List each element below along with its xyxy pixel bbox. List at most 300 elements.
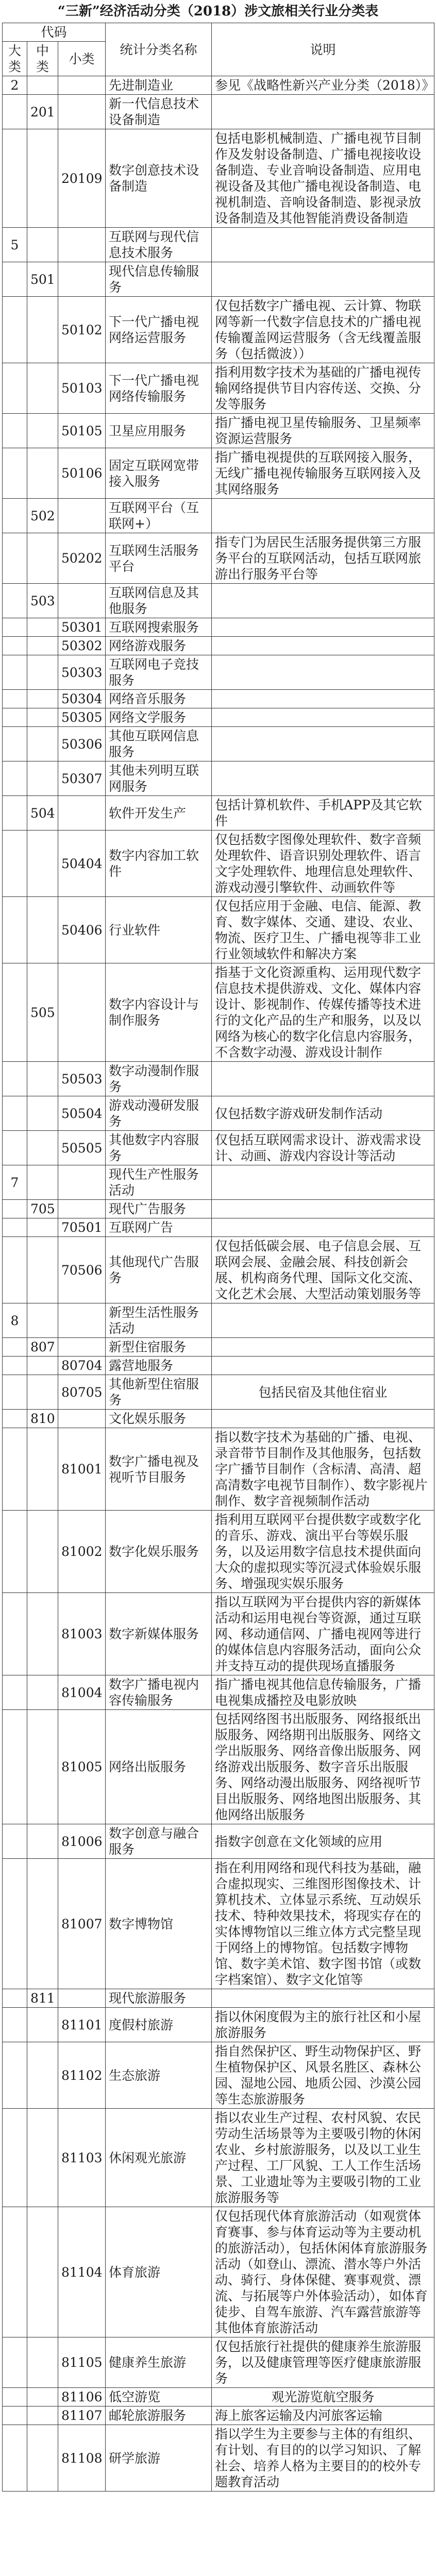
table-row: [3, 727, 434, 761]
description-cell: 仅包括数字游戏研发制作活动: [212, 1096, 434, 1131]
code-big-cell: [3, 897, 27, 963]
code-mid-cell: [27, 1675, 58, 1710]
code-big-cell: 8: [3, 1303, 27, 1338]
category-name-cell: 数字博物馆: [106, 1859, 212, 1989]
code-mid-cell: 501: [27, 262, 58, 297]
category-name-cell: 互联网信息及其他服务: [106, 584, 212, 618]
description-cell: 指自然保护区、野生动物保护区、野生植物保护区、风景名胜区、森林公园、湿地公园、地质公园、沙漠公园等生态旅游服务: [212, 2042, 434, 2109]
description-cell: [212, 761, 434, 796]
code-mid-cell: [27, 618, 58, 637]
code-small-cell: 81105: [58, 2337, 106, 2388]
table-row: [3, 1410, 434, 1428]
table-row: [3, 1096, 434, 1131]
code-small-cell: 50304: [58, 690, 106, 708]
table-row: [3, 1511, 434, 1593]
description-cell: 仅包括互联网需求设计、游戏需求设计、动画、游戏内容设计等活动: [212, 1131, 434, 1165]
category-name-cell: 互联网生活服务平台: [106, 533, 212, 584]
code-big-cell: [3, 1859, 27, 1989]
description-cell: [212, 1165, 434, 1200]
code-mid-cell: 201: [27, 95, 58, 129]
code-mid-cell: [27, 708, 58, 727]
table-row: [3, 95, 434, 129]
code-big-cell: [3, 1989, 27, 2008]
code-small-cell: 50306: [58, 727, 106, 761]
table-row: [3, 2207, 434, 2337]
category-name-cell: 卫星应用服务: [106, 414, 212, 448]
code-small-cell: 50102: [58, 297, 106, 363]
description-cell: [212, 499, 434, 533]
category-name-cell: 数字新媒体服务: [106, 1593, 212, 1675]
code-small-cell: 81005: [58, 1710, 106, 1824]
code-big-cell: [3, 690, 27, 708]
category-name-cell: 行业软件: [106, 897, 212, 963]
description-cell: [212, 95, 434, 129]
code-small-cell: [58, 1989, 106, 2008]
category-name-cell: 其他现代广告服务: [106, 1237, 212, 1303]
description-cell: [212, 1200, 434, 1218]
table-body: [3, 76, 434, 2492]
code-small-cell: 50105: [58, 414, 106, 448]
code-big-cell: [3, 655, 27, 690]
table-row: [3, 2425, 434, 2492]
description-cell: [212, 637, 434, 655]
code-small-cell: [58, 95, 106, 129]
code-small-cell: 80704: [58, 1357, 106, 1375]
description-cell: 仅包括低碳会展、电子信息会展、互联网会展、金融会展、科技创新会展、机构商务代理、国际文化交流、文化艺术会展、大型活动策划服务等: [212, 1237, 434, 1303]
table-row: [3, 1062, 434, 1096]
description-cell: 指利用数字技术为基础的广播电视传输网络提供节目内容传送、交换、分发等服务: [212, 363, 434, 414]
category-name-cell: 互联网广告: [106, 1218, 212, 1237]
code-small-cell: 81107: [58, 2406, 106, 2425]
description-cell: 海上旅客运输及内河旅客运输: [212, 2406, 434, 2425]
category-name-cell: 数字广播电视内容传输服务: [106, 1675, 212, 1710]
description-cell: 包括民宿及其他住宿业: [212, 1375, 434, 1410]
description-cell: [212, 1338, 434, 1357]
description-cell: 指广播电视卫星传输服务、卫星频率资源运营服务: [212, 414, 434, 448]
category-name-cell: 固定互联网宽带接入服务: [106, 448, 212, 499]
description-cell: 仅包括现代体育旅游活动（如观赏体育赛事、参与体育运动等为主要动机的旅游活动），包括休闲体育旅游服务活动（如登山、漂流、潜水等户外活动、骑行、身体保健、赛事观赏、漂流、与拓展等户外体验活动），如体育徒步、自驾车旅游、汽车露营旅游等其他体育旅游活动: [212, 2207, 434, 2337]
code-big-cell: [3, 796, 27, 831]
code-small-cell: 50406: [58, 897, 106, 963]
code-big-cell: [3, 363, 27, 414]
code-mid-cell: [27, 414, 58, 448]
category-name-cell: 先进制造业: [106, 76, 212, 95]
code-big-cell: [3, 95, 27, 129]
table-row: [3, 1200, 434, 1218]
code-big-cell: [3, 129, 27, 228]
code-big-cell: [3, 1375, 27, 1410]
table-row: [3, 1218, 434, 1237]
code-mid-cell: [27, 655, 58, 690]
description-cell: [212, 655, 434, 690]
table-row: [3, 1824, 434, 1859]
category-name-cell: 邮轮旅游服务: [106, 2406, 212, 2425]
code-small-cell: [58, 1410, 106, 1428]
header-row-1: [3, 23, 434, 42]
code-small-cell: [58, 1200, 106, 1218]
description-cell: [212, 1218, 434, 1237]
category-name-cell: 软件开发生产: [106, 796, 212, 831]
code-big-cell: [3, 1062, 27, 1096]
code-mid-cell: 502: [27, 499, 58, 533]
table-row: [3, 363, 434, 414]
code-big-cell: [3, 2207, 27, 2337]
code-small-cell: 81102: [58, 2042, 106, 2109]
code-mid-cell: [27, 228, 58, 262]
table-row: [3, 1338, 434, 1357]
table-row: [3, 1859, 434, 1989]
code-big-cell: [3, 297, 27, 363]
category-name-cell: 数字内容加工软件: [106, 831, 212, 897]
table-row: [3, 499, 434, 533]
code-big-cell: 5: [3, 228, 27, 262]
description-cell: [212, 708, 434, 727]
table-row: [3, 2388, 434, 2406]
description-cell: [212, 584, 434, 618]
description-cell: 指专门为居民生活服务提供第三方服务平台的互联网活动，包括互联网旅游出行服务平台等: [212, 533, 434, 584]
table-row: [3, 637, 434, 655]
description-cell: 参见《战略性新兴产业分类（2018）》: [212, 76, 434, 95]
table-row: [3, 761, 434, 796]
code-big-cell: [3, 1710, 27, 1824]
code-big-cell: [3, 584, 27, 618]
category-name-cell: 生态旅游: [106, 2042, 212, 2109]
classification-table: [2, 23, 434, 2492]
code-small-cell: 81106: [58, 2388, 106, 2406]
category-name-cell: 其他数字内容服务: [106, 1131, 212, 1165]
description-cell: [212, 262, 434, 297]
code-mid-cell: [27, 2008, 58, 2042]
code-big-cell: [3, 1675, 27, 1710]
code-big-cell: [3, 1511, 27, 1593]
code-small-cell: 70501: [58, 1218, 106, 1237]
description-cell: [212, 1357, 434, 1375]
code-mid-cell: [27, 533, 58, 584]
header-mid: 中类: [27, 42, 58, 76]
table-row: [3, 76, 434, 95]
table-row: [3, 796, 434, 831]
category-name-cell: 其他新型住宿服务: [106, 1375, 212, 1410]
code-small-cell: 81006: [58, 1824, 106, 1859]
code-mid-cell: [27, 2109, 58, 2207]
category-name-cell: 其他未列明互联网服务: [106, 761, 212, 796]
description-cell: 仅包括数字广播电视、云计算、物联网等新一代数字信息技术的广播电视传输覆盖网运营服务（含无线覆盖服务（包括微波））: [212, 297, 434, 363]
code-small-cell: 81104: [58, 2207, 106, 2337]
category-name-cell: 新型住宿服务: [106, 1338, 212, 1357]
code-big-cell: [3, 1237, 27, 1303]
code-mid-cell: [27, 1375, 58, 1410]
code-big-cell: 7: [3, 1165, 27, 1200]
code-small-cell: 50202: [58, 533, 106, 584]
description-cell: 指广播电视其他信息传输服务，广播电视集成播控及电影放映: [212, 1675, 434, 1710]
description-cell: 指以数字技术为基础的广播、电视、录音带节目制作及其他服务，包括数字广播节目制作（含标清、高清、超高清数字电视节目制作）、数字影视片制作、数字音视频制作活动: [212, 1428, 434, 1511]
code-mid-cell: [27, 2337, 58, 2388]
code-mid-cell: [27, 1593, 58, 1675]
category-name-cell: 休闲观光旅游: [106, 2109, 212, 2207]
code-mid-cell: [27, 2207, 58, 2337]
code-big-cell: [3, 1428, 27, 1511]
code-mid-cell: 811: [27, 1989, 58, 2008]
code-small-cell: 20109: [58, 129, 106, 228]
code-big-cell: [3, 2008, 27, 2042]
code-mid-cell: [27, 1357, 58, 1375]
description-cell: 包括网络图书出版服务、网络报纸出版服务、网络期刊出版服务、网络文学出版服务、网络音像出版服务、网络游戏出版服务、数字音乐出版服务、网络动漫出版服务、网络视听节目出版服务、网络地图出版服务、其他网络出版服务: [212, 1710, 434, 1824]
category-name-cell: 游戏动漫研发服务: [106, 1096, 212, 1131]
code-mid-cell: 807: [27, 1338, 58, 1357]
table-row: [3, 1989, 434, 2008]
code-mid-cell: [27, 1859, 58, 1989]
category-name-cell: 低空游览: [106, 2388, 212, 2406]
code-mid-cell: [27, 2425, 58, 2492]
code-big-cell: [3, 2406, 27, 2425]
code-big-cell: [3, 262, 27, 297]
code-small-cell: [58, 76, 106, 95]
code-big-cell: [3, 637, 27, 655]
code-mid-cell: 504: [27, 796, 58, 831]
table-row: [3, 2042, 434, 2109]
category-name-cell: 现代旅游服务: [106, 1989, 212, 2008]
table-row: [3, 963, 434, 1062]
description-cell: 指基于文化资源重构、运用现代数字信息技术提供游戏、文化、媒体内容设计、影视制作、传媒传播等技术进行的文化产品的生产和服务，以及以网络为核心的数字化信息内容服务，不含数字动漫、游戏设计制作: [212, 963, 434, 1062]
code-small-cell: 50307: [58, 761, 106, 796]
category-name-cell: 网络出版服务: [106, 1710, 212, 1824]
code-big-cell: [3, 1824, 27, 1859]
code-big-cell: [3, 1096, 27, 1131]
category-name-cell: 露营地服务: [106, 1357, 212, 1375]
table-row: [3, 262, 434, 297]
description-cell: [212, 1410, 434, 1428]
header-desc: 说明: [212, 23, 434, 76]
code-mid-cell: 503: [27, 584, 58, 618]
table-row: [3, 1710, 434, 1824]
code-small-cell: 81004: [58, 1675, 106, 1710]
category-name-cell: 互联网平台（互联网+）: [106, 499, 212, 533]
table-row: [3, 1165, 434, 1200]
category-name-cell: 现代信息传输服务: [106, 262, 212, 297]
description-cell: [212, 618, 434, 637]
category-name-cell: 现代生产性服务活动: [106, 1165, 212, 1200]
table-row: [3, 690, 434, 708]
description-cell: 指利用互联网平台提供数字或数字化的音乐、游戏、演出平台等娱乐服务，以及运用数字信息技术提供面向大众的虚拟现实等沉浸式体验娱乐服务、增强现实娱乐服务: [212, 1511, 434, 1593]
code-mid-cell: [27, 1131, 58, 1165]
code-big-cell: [3, 727, 27, 761]
category-name-cell: 数字动漫制作服务: [106, 1062, 212, 1096]
table-row: [3, 129, 434, 228]
code-mid-cell: 705: [27, 1200, 58, 1218]
category-name-cell: 新型生活性服务活动: [106, 1303, 212, 1338]
table-row: [3, 1303, 434, 1338]
code-small-cell: 50302: [58, 637, 106, 655]
category-name-cell: 其他互联网信息服务: [106, 727, 212, 761]
code-small-cell: 50503: [58, 1062, 106, 1096]
table-row: [3, 1593, 434, 1675]
code-big-cell: [3, 2337, 27, 2388]
code-mid-cell: [27, 831, 58, 897]
code-mid-cell: [27, 897, 58, 963]
code-big-cell: [3, 2109, 27, 2207]
code-big-cell: [3, 963, 27, 1062]
code-small-cell: [58, 1165, 106, 1200]
description-cell: [212, 1062, 434, 1096]
code-mid-cell: [27, 1824, 58, 1859]
header-small: 小类: [58, 42, 106, 76]
table-row: [3, 897, 434, 963]
code-big-cell: [3, 448, 27, 499]
code-small-cell: 50301: [58, 618, 106, 637]
category-name-cell: 健康养生旅游: [106, 2337, 212, 2388]
category-name-cell: 文化娱乐服务: [106, 1410, 212, 1428]
table-row: [3, 1131, 434, 1165]
description-cell: [212, 690, 434, 708]
code-small-cell: 50504: [58, 1096, 106, 1131]
code-mid-cell: [27, 637, 58, 655]
description-cell: 观光游览航空服务: [212, 2388, 434, 2406]
table-row: [3, 533, 434, 584]
category-name-cell: 网络音乐服务: [106, 690, 212, 708]
table-row: [3, 2008, 434, 2042]
code-mid-cell: 505: [27, 963, 58, 1062]
code-mid-cell: [27, 448, 58, 499]
category-name-cell: 互联网电子竞技服务: [106, 655, 212, 690]
code-small-cell: 80705: [58, 1375, 106, 1410]
code-small-cell: [58, 499, 106, 533]
code-big-cell: [3, 499, 27, 533]
category-name-cell: 数字内容设计与制作服务: [106, 963, 212, 1062]
table-row: [3, 708, 434, 727]
description-cell: 指以学生为主要参与主体的有组织、有计划、有目的的以学习知识、了解社会、培养人格为主要目的的校外专题教育活动: [212, 2425, 434, 2492]
code-big-cell: [3, 1338, 27, 1357]
category-name-cell: 新一代信息技术设备制造: [106, 95, 212, 129]
code-small-cell: [58, 584, 106, 618]
description-cell: [212, 1303, 434, 1338]
code-big-cell: [3, 414, 27, 448]
code-small-cell: 81007: [58, 1859, 106, 1989]
table-row: [3, 414, 434, 448]
table-row: [3, 1237, 434, 1303]
code-mid-cell: [27, 1062, 58, 1096]
code-small-cell: 50103: [58, 363, 106, 414]
code-small-cell: 50303: [58, 655, 106, 690]
category-name-cell: 研学旅游: [106, 2425, 212, 2492]
code-big-cell: [3, 533, 27, 584]
table-row: [3, 2406, 434, 2425]
code-small-cell: [58, 1338, 106, 1357]
header-name: 统计分类名称: [106, 23, 212, 76]
code-small-cell: 81001: [58, 1428, 106, 1511]
code-big-cell: [3, 2425, 27, 2492]
code-big-cell: [3, 1200, 27, 1218]
code-small-cell: [58, 1303, 106, 1338]
table-row: [3, 1357, 434, 1375]
code-small-cell: [58, 963, 106, 1062]
code-mid-cell: [27, 2042, 58, 2109]
code-small-cell: 50404: [58, 831, 106, 897]
code-big-cell: [3, 1410, 27, 1428]
description-cell: 仅包括数字图像处理软件、数字音频处理软件、语音识别处理软件、语言文字处理软件、地理信息处理软件、游戏动漫引擎软件、动画软件等: [212, 831, 434, 897]
code-small-cell: 81003: [58, 1593, 106, 1675]
code-mid-cell: [27, 690, 58, 708]
category-name-cell: 度假村旅游: [106, 2008, 212, 2042]
code-mid-cell: [27, 1096, 58, 1131]
code-big-cell: [3, 708, 27, 727]
code-big-cell: [3, 761, 27, 796]
code-mid-cell: 810: [27, 1410, 58, 1428]
category-name-cell: 数字创意技术设备制造: [106, 129, 212, 228]
table-row: [3, 831, 434, 897]
table-row: [3, 584, 434, 618]
table-row: [3, 448, 434, 499]
code-mid-cell: [27, 1303, 58, 1338]
code-small-cell: [58, 262, 106, 297]
category-name-cell: 数字创意与融合服务: [106, 1824, 212, 1859]
code-mid-cell: [27, 1218, 58, 1237]
category-name-cell: 数字广播电视及视听节目服务: [106, 1428, 212, 1511]
code-mid-cell: [27, 2388, 58, 2406]
code-mid-cell: [27, 129, 58, 228]
description-cell: 包括电影机械制造、广播电视节目制作及发射设备制造、广播电视接收设备制造、专业音响设备制造、应用电视设备及其他广播电视设备制造、电视机制造、音响设备制造、影视录放设备制造及其他智能消费设备制造: [212, 129, 434, 228]
code-mid-cell: [27, 1710, 58, 1824]
table-row: [3, 228, 434, 262]
category-name-cell: 下一代广播电视网络运营服务: [106, 297, 212, 363]
code-mid-cell: [27, 297, 58, 363]
description-cell: 包括计算机软件、手机APP及其它软件: [212, 796, 434, 831]
code-mid-cell: [27, 1511, 58, 1593]
header-code: 代码: [3, 23, 106, 42]
code-small-cell: 50106: [58, 448, 106, 499]
code-small-cell: 50505: [58, 1131, 106, 1165]
code-small-cell: 81108: [58, 2425, 106, 2492]
table-row: [3, 1675, 434, 1710]
category-name-cell: 互联网搜索服务: [106, 618, 212, 637]
code-big-cell: [3, 2388, 27, 2406]
code-small-cell: 81103: [58, 2109, 106, 2207]
code-small-cell: 50305: [58, 708, 106, 727]
table-row: [3, 2337, 434, 2388]
code-big-cell: [3, 831, 27, 897]
category-name-cell: 网络游戏服务: [106, 637, 212, 655]
description-cell: [212, 228, 434, 262]
description-cell: [212, 727, 434, 761]
description-cell: 指以休闲度假为主的旅行社区和小屋旅游服务: [212, 2008, 434, 2042]
code-big-cell: 2: [3, 76, 27, 95]
table-row: [3, 655, 434, 690]
code-big-cell: [3, 1593, 27, 1675]
code-big-cell: [3, 1357, 27, 1375]
code-big-cell: [3, 1218, 27, 1237]
code-small-cell: 70506: [58, 1237, 106, 1303]
code-big-cell: [3, 1131, 27, 1165]
category-name-cell: 现代广告服务: [106, 1200, 212, 1218]
code-big-cell: [3, 2042, 27, 2109]
code-mid-cell: [27, 1237, 58, 1303]
code-mid-cell: [27, 76, 58, 95]
code-small-cell: [58, 228, 106, 262]
code-mid-cell: [27, 2406, 58, 2425]
table-row: [3, 618, 434, 637]
code-small-cell: 81101: [58, 2008, 106, 2042]
header-big: 大类: [3, 42, 27, 76]
description-cell: 指以互联网为平台提供内容的新媒体活动和运用电视台等资源，通过互联网、移动通信网、广播电视网等进行的媒体信息内容服务活动，面向公众并支持互动的提供现场直播服务: [212, 1593, 434, 1675]
category-name-cell: 下一代广播电视网络传输服务: [106, 363, 212, 414]
description-cell: 指数字创意在文化领域的应用: [212, 1824, 434, 1859]
code-mid-cell: [27, 363, 58, 414]
code-small-cell: [58, 796, 106, 831]
table-row: [3, 2109, 434, 2207]
code-mid-cell: [27, 1165, 58, 1200]
table-row: [3, 297, 434, 363]
table-row: [3, 1375, 434, 1410]
category-name-cell: 数字化娱乐服务: [106, 1511, 212, 1593]
